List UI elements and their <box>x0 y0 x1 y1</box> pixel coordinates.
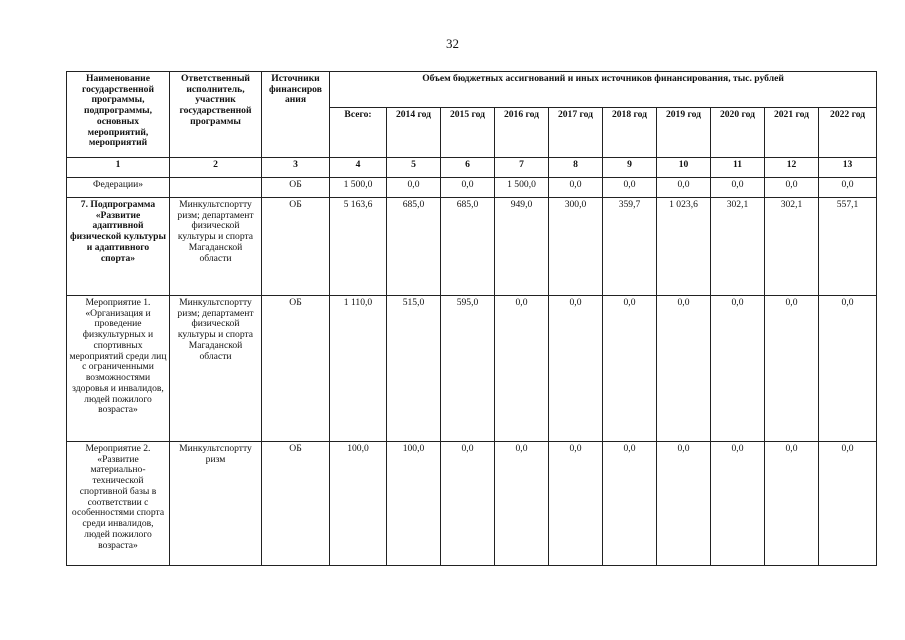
row-source: ОБ <box>262 442 330 566</box>
row-value: 0,0 <box>657 442 711 566</box>
row-value: 0,0 <box>549 178 603 198</box>
col-number: 11 <box>711 158 765 178</box>
row-value: 302,1 <box>765 198 819 296</box>
row-executor: Минкультспортту ризм <box>170 442 262 566</box>
row-name: Федерации» <box>67 178 170 198</box>
col-number: 9 <box>603 158 657 178</box>
row-value: 1 500,0 <box>330 178 387 198</box>
row-value: 100,0 <box>330 442 387 566</box>
col-number: 6 <box>441 158 495 178</box>
page-number: 32 <box>446 36 459 51</box>
row-value: 0,0 <box>819 296 877 442</box>
header-executor: Ответственный исполнитель, участник государственной программы <box>170 72 262 158</box>
row-value: 685,0 <box>441 198 495 296</box>
col-number: 2 <box>170 158 262 178</box>
row-value: 0,0 <box>657 296 711 442</box>
table-row <box>67 198 877 296</box>
header-year: 2022 год <box>819 108 877 158</box>
row-value: 0,0 <box>711 442 765 566</box>
header-total: Всего: <box>330 108 387 158</box>
column-numbers-row <box>67 158 877 178</box>
row-value: 685,0 <box>387 198 441 296</box>
row-source: ОБ <box>262 296 330 442</box>
header-year: 2019 год <box>657 108 711 158</box>
row-value: 302,1 <box>711 198 765 296</box>
row-value: 595,0 <box>441 296 495 442</box>
row-value: 0,0 <box>603 178 657 198</box>
col-number: 7 <box>495 158 549 178</box>
col-number: 1 <box>67 158 170 178</box>
row-value: 515,0 <box>387 296 441 442</box>
row-value: 0,0 <box>711 296 765 442</box>
row-value: 0,0 <box>495 442 549 566</box>
header-year: 2014 год <box>387 108 441 158</box>
row-value: 0,0 <box>495 296 549 442</box>
table-row <box>67 296 877 442</box>
row-value: 1 500,0 <box>495 178 549 198</box>
row-value: 300,0 <box>549 198 603 296</box>
row-value: 0,0 <box>765 178 819 198</box>
row-value: 5 163,6 <box>330 198 387 296</box>
row-name: 7. Подпрограмма «Развитие адаптивной физической культуры и адаптивного спорта» <box>67 198 170 296</box>
table-row <box>67 178 877 198</box>
col-number: 5 <box>387 158 441 178</box>
row-name: Мероприятие 2. «Развитие материально-технической спортивной базы в соответствии с особенностями спорта среди инвалидов, людей пожилого возраста» <box>67 442 170 566</box>
table-row <box>67 442 877 566</box>
row-value: 359,7 <box>603 198 657 296</box>
header-year: 2016 год <box>495 108 549 158</box>
row-executor: Минкультспортту ризм; департамент физической культуры и спорта Магаданской области <box>170 198 262 296</box>
row-source: ОБ <box>262 198 330 296</box>
row-value: 0,0 <box>819 178 877 198</box>
row-value: 0,0 <box>711 178 765 198</box>
row-value: 0,0 <box>549 296 603 442</box>
col-number: 12 <box>765 158 819 178</box>
row-executor <box>170 178 262 198</box>
row-value: 0,0 <box>549 442 603 566</box>
row-value: 0,0 <box>441 178 495 198</box>
budget-table <box>66 71 877 566</box>
col-number: 3 <box>262 158 330 178</box>
header-name: Наименование государственной программы, подпрограммы, основных мероприятий, мероприятий <box>67 72 170 158</box>
row-name: Мероприятие 1. «Организация и проведение физкультурных и спортивных мероприятий среди лиц с ограниченными возможностями здоровья и инвалидов, людей пожилого возраста» <box>67 296 170 442</box>
row-value: 0,0 <box>441 442 495 566</box>
col-number: 4 <box>330 158 387 178</box>
row-executor: Минкультспортту ризм; департамент физической культуры и спорта Магаданской области <box>170 296 262 442</box>
row-value: 0,0 <box>765 442 819 566</box>
row-value: 1 023,6 <box>657 198 711 296</box>
row-value: 0,0 <box>387 178 441 198</box>
col-number: 8 <box>549 158 603 178</box>
row-value: 0,0 <box>603 296 657 442</box>
row-value: 557,1 <box>819 198 877 296</box>
header-year: 2015 год <box>441 108 495 158</box>
col-number: 13 <box>819 158 877 178</box>
row-value: 0,0 <box>765 296 819 442</box>
header-year: 2017 год <box>549 108 603 158</box>
col-number: 10 <box>657 158 711 178</box>
row-value: 100,0 <box>387 442 441 566</box>
row-value: 0,0 <box>603 442 657 566</box>
header-year: 2020 год <box>711 108 765 158</box>
header-volume: Объем бюджетных ассигнований и иных источников финансирования, тыс. рублей <box>330 72 877 108</box>
row-source: ОБ <box>262 178 330 198</box>
row-value: 949,0 <box>495 198 549 296</box>
row-value: 0,0 <box>657 178 711 198</box>
row-value: 1 110,0 <box>330 296 387 442</box>
header-sources: Источники финансиров ания <box>262 72 330 158</box>
header-year: 2018 год <box>603 108 657 158</box>
row-value: 0,0 <box>819 442 877 566</box>
header-year: 2021 год <box>765 108 819 158</box>
